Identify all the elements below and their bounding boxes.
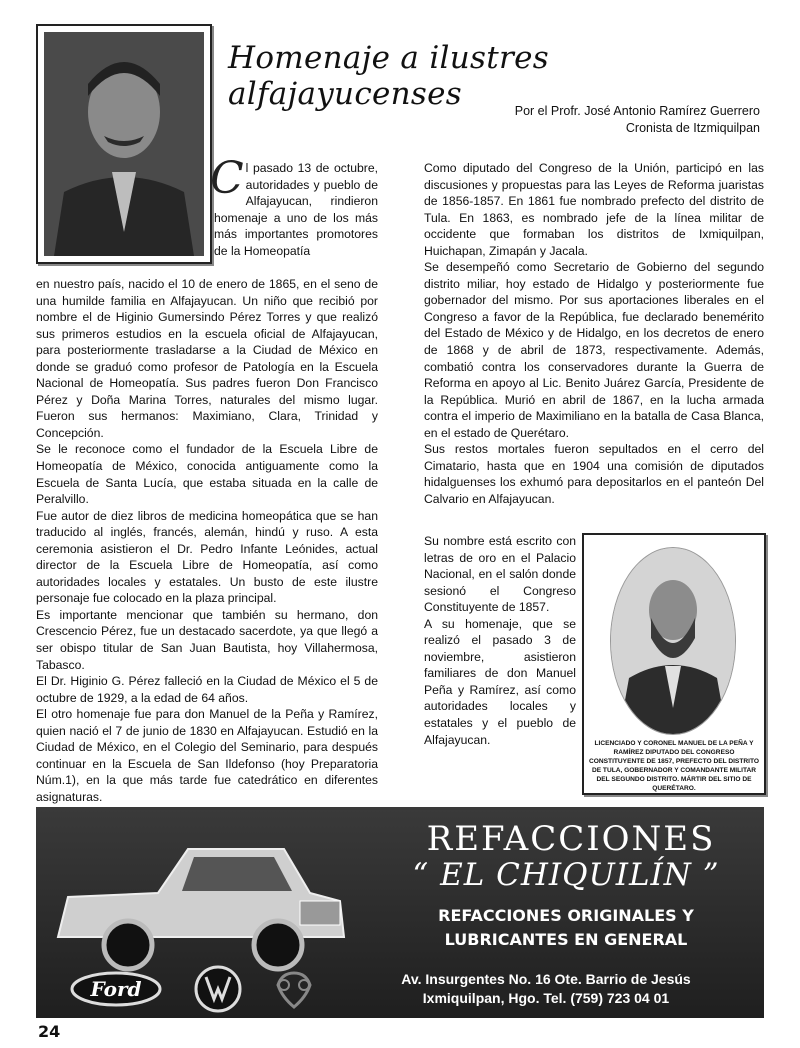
paragraph: Su nombre está escrito con letras de oro en el Palacio Nacional, en el salón donde sesionó el Congreso Constituyente de 1857.: [424, 534, 576, 615]
portrait-illustration: [44, 32, 204, 256]
byline-role: Cronista de Itzmiquilpan: [625, 121, 760, 135]
byline: [515, 103, 760, 137]
ad-subtitle-line: LUBRICANTES EN GENERAL: [444, 930, 688, 949]
truck-icon: [48, 827, 348, 977]
advertisement-banner: [36, 807, 764, 1018]
article-title: Homenaje a ilustres alfajayucenses: [228, 40, 549, 112]
ford-logo-text: Ford: [90, 977, 142, 1001]
ad-subtitle-line: REFACCIONES ORIGINALES Y: [438, 906, 694, 925]
paragraph: A su homenaje, que se realizó el pasado 3 de noviembre, asistieron familiares de don Manuel Peña y Ramírez, así como autoridades locales y estatales y el pueblo de Alfajayucan.: [424, 616, 576, 747]
paragraph: en nuestro país, nacido el 10 de enero de 1865, en el seno de una humilde familia en Alfajayucan. Un niño que recibió por nombre el de Higinio Gumersindo Pérez Torres y que realizó sus primeros estudios en la escuela oficial de Alfajayucan, para posteriormente trasladarse a la Ciudad de México en donde se graduó como profesor de Patología en la Escuela Nacional de Homeopatía. Sus padres fueron Don Francisco Pérez y Doña Marina Torres, naturales del mismo lugar. Fueron sus hermanos: Maximiano, Clara, Trinidad y Concepción.: [36, 277, 378, 440]
byline-author: Por el Profr. José Antonio Ramírez Guerrero: [514, 104, 760, 118]
photo-caption: LICENCIADO Y CORONEL MANUEL DE LA PEÑA Y RAMÍREZ DIPUTADO DEL CONGRESO CONSTITUYENTE DE 1857, PREFECTO DEL DISTRITO DE TULA, GOBERNADOR Y COMANDANTE MILITAR DEL SEGUNDO DISTRITO. MÁRTIR DEL SITIO DE QUERÉTARO.: [588, 740, 759, 792]
portrait-photo-manuel-pena: [582, 533, 766, 795]
ad-title-line1: REFACCIONES: [426, 819, 716, 859]
paragraph: Es importante mencionar que también su hermano, don Crescencio Pérez, fue un destacado sacerdote, ya que llegó a ser obispo titular de San Juan Bautista, hoy Villahermosa, Tabasco.: [36, 607, 378, 672]
oval-portrait: [610, 547, 736, 735]
paragraph: Se desempeñó como Secretario de Gobierno del segundo distrito miliar, hoy estado de Hidalgo y posteriormente fue gobernador del mismo. Por sus aportaciones liberales en el Congreso a favor de la República, fue declarado benemérito del Estado de México y de Hidalgo, en los decretos de enero de 1868 y de abril de 1873, respectivamente. Además, combatió contra los conservadores durante la Guerra de Reforma en apoyo al Lic. Benito Juárez García, Presidente de la República. Murió en abril de 1867, en la lucha armada contra el imperio de Maximiliano en la batalla de Casa Blanca, en el estado de Querétaro.: [424, 260, 764, 440]
volkswagen-logo-icon: [194, 965, 242, 1013]
paragraph: Como diputado del Congreso de la Unión, participó en las discusiones y propuestas para las Leyes de Reforma juaristas de 1856-1857. En 1861 fue nombrado prefecto del distrito de Tula. En 1863, es nombrado jefe de la línea militar de occidente que formaban los distritos de Ixmiquilpan, Huichapan, Zimapán y Jacala.: [424, 161, 764, 258]
portrait-photo-higinio-perez: [36, 24, 212, 264]
article-column-2: [424, 160, 764, 507]
ad-address: [356, 970, 736, 1008]
ad-address-line: Ixmiquilpan, Hgo. Tel. (759) 723 04 01: [422, 990, 670, 1006]
paragraph: El Dr. Higinio G. Pérez falleció en la Ciudad de México el 5 de octubre de 1929, a la edad de 64 años.: [36, 674, 378, 705]
page-number: 24: [38, 1022, 61, 1041]
ad-subtitle: [406, 904, 726, 952]
dodge-ram-logo-icon: [272, 967, 316, 1011]
ford-logo-icon: [70, 971, 162, 1007]
ad-address-line: Av. Insurgentes No. 16 Ote. Barrio de Jesús: [401, 971, 691, 987]
article-intro: [210, 153, 378, 259]
article-column-2-narrow: [424, 533, 576, 748]
ad-title-line2: “ EL CHIQUILÍN ”: [412, 857, 720, 893]
intro-text: l pasado 13 de octubre, autoridades y pueblo de Alfajayucan, rindieron homenaje a uno de los más más importantes promotores de la Homeopatía: [214, 161, 378, 258]
paragraph: Fue autor de diez libros de medicina homeopática que se han traducido al inglés, francés, alemán, hindú y ruso. A esta ceremonia asistieron el Dr. Pedro Infante Leónides, actual director de la Escuela Libre de Homeopatía, así como autoridades locales y estatales. Un busto de este ilustre personaje fue colocado en la plaza principal.: [36, 508, 378, 606]
portrait-illustration: [611, 548, 735, 734]
paragraph: Se le reconoce como el fundador de la Escuela Libre de Homeopatía de México, conocida antiguamente como la Escuela de Santa Lucía, que estaba situada en la calle de Peralvillo.: [36, 442, 378, 507]
dropcap: C: [210, 153, 244, 204]
article-column-1: [36, 276, 378, 806]
paragraph: Sus restos mortales fueron sepultados en el cerro del Cimatario, hasta que en 1904 una comisión de diputados hidalguenses los exhumó para depositarlos en el panteón Del Calvario en Alfajayucan.: [424, 442, 764, 506]
paragraph: El otro homenaje fue para don Manuel de la Peña y Ramírez, quien nació el 7 de junio de 1830 en Alfajayucan. Estudió en la Ciudad de México, en el Colegio del Seminario, para después continuar en la Escuela de San Ildefonso (hoy Preparatoria Núm.1), en la que más tarde fue catedrático en diferentes asignaturas.: [36, 707, 378, 804]
